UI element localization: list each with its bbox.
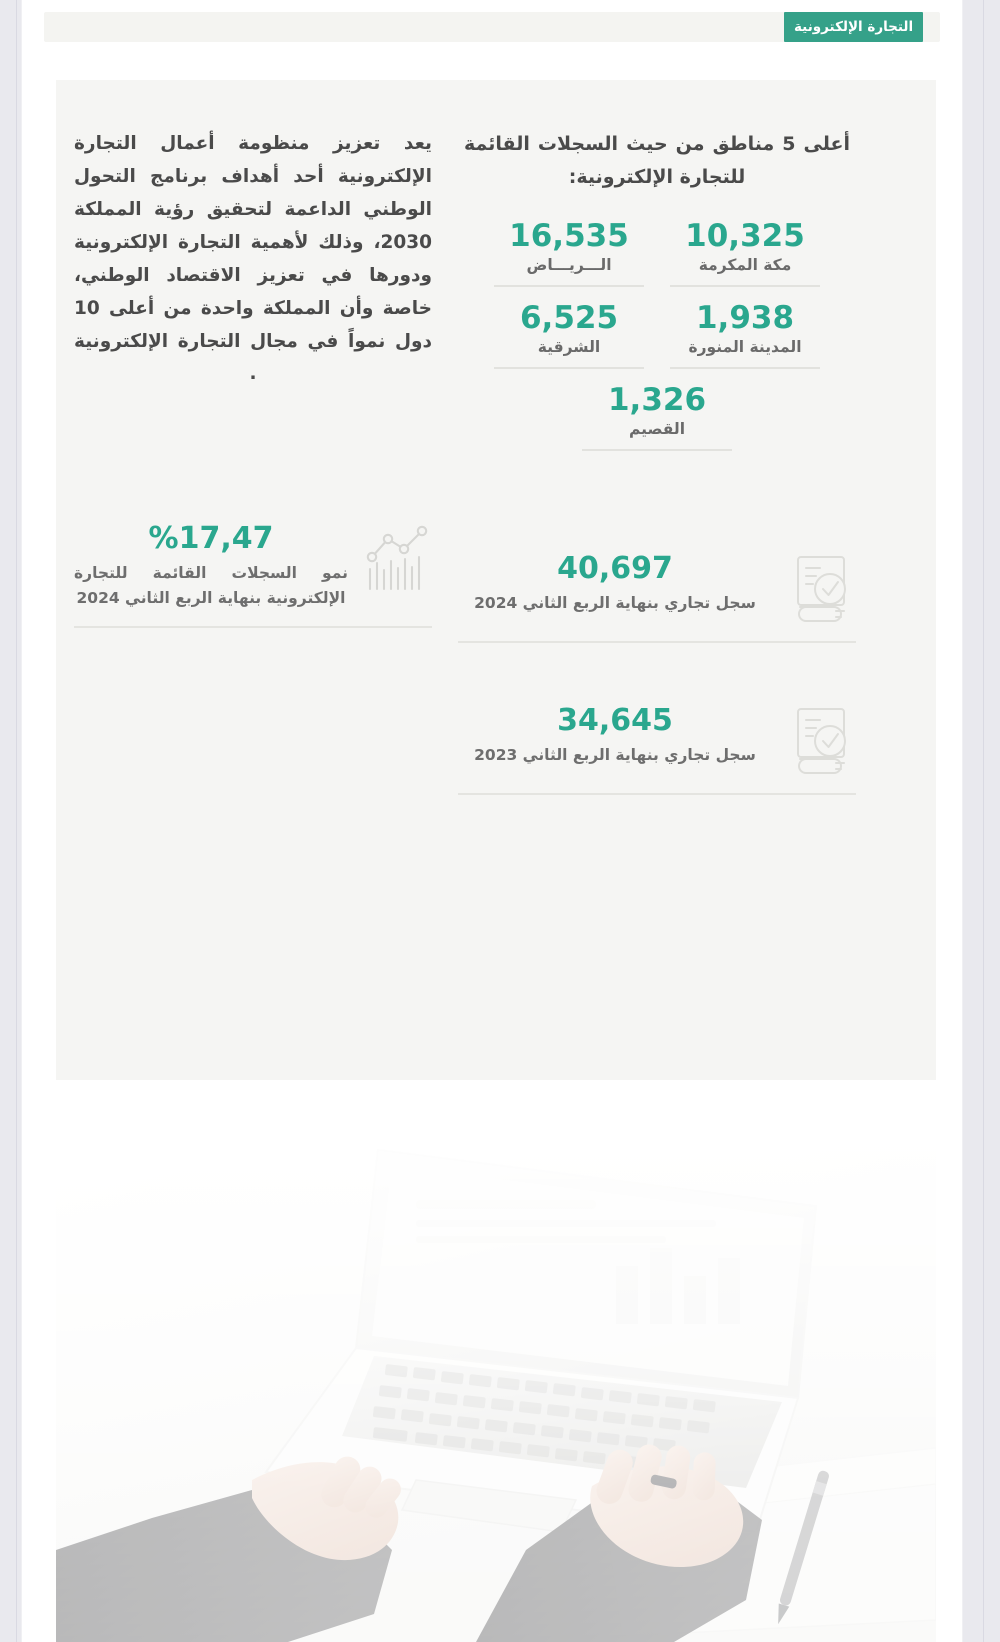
- region-stat-eastern: [494, 301, 644, 369]
- regions-grid: [458, 219, 856, 465]
- regions-row-3: [458, 383, 856, 465]
- kpi-records-2024-text: [458, 551, 772, 616]
- kpi-records-2024-caption: سجل تجاري بنهاية الربع الثاني 2024: [474, 593, 756, 612]
- region-label: الشرقية: [537, 337, 601, 356]
- bar-line-chart-icon: [362, 521, 432, 597]
- region-value: 16,535: [509, 218, 629, 255]
- records-2024-wrap: [458, 551, 856, 643]
- infographic-card: [56, 80, 936, 1080]
- region-value: 1,326: [607, 382, 707, 419]
- left-gutter-rule: [16, 0, 17, 1642]
- region-label: الـــريـــاض: [526, 256, 612, 275]
- kpi-records-2023-value: 34,645: [557, 702, 673, 738]
- right-gutter-rule: [983, 0, 984, 1642]
- region-stat-riyadh: [494, 219, 644, 287]
- tab-ecommerce[interactable]: التجارة الإلكترونية: [784, 12, 923, 42]
- intro-paragraph: يعد تعزيز منظومة أعمال التجارة الإلكترونية أحد أهداف برنامج التحول الوطني الداعمة لتحقيق رؤية المملكة 2030، وذلك لأهمية التجارة الإلكترونية ودورها في تعزيز الاقتصاد الوطني، خاصة وأن المملكة واحدة من أعلى 10 دول نمواً في مجال التجارة الإلكترونية .: [74, 133, 432, 385]
- region-label: المدينة المنورة: [688, 337, 802, 356]
- kpi-records-2023-text: [458, 703, 772, 768]
- kpi-records-2024: [458, 551, 856, 643]
- region-value: 1,938: [695, 300, 795, 337]
- content-columns: [56, 80, 936, 1080]
- kpi-growth: [74, 521, 432, 627]
- region-stat-qassim: [582, 383, 732, 451]
- growth-kpi-wrap: [74, 521, 432, 627]
- region-label: مكة المكرمة: [698, 256, 792, 275]
- region-stat-makkah: [670, 219, 820, 287]
- right-column: [56, 80, 446, 1080]
- kpi-growth-caption: نمو السجلات القائمة للتجارة الإلكترونية بنهاية الربع الثاني 2024: [74, 564, 348, 608]
- regions-row-1: [458, 219, 856, 301]
- region-value: 10,325: [685, 218, 805, 255]
- kpi-growth-text: [74, 521, 348, 611]
- region-value: 6,525: [519, 300, 619, 337]
- certificate-check-icon: [786, 703, 856, 779]
- kpi-growth-value: %17,47: [148, 521, 274, 557]
- left-column: [446, 80, 886, 1080]
- certificate-check-icon: [786, 551, 856, 627]
- regions-row-2: [458, 301, 856, 383]
- laptop-typing-photo: [56, 1080, 936, 1642]
- records-2023-wrap: [458, 703, 856, 795]
- region-label: القصيم: [628, 419, 686, 438]
- regions-heading: أعلى 5 مناطق من حيث السجلات القائمة للتجارة الإلكترونية:: [464, 133, 850, 188]
- document-page: [22, 0, 962, 1642]
- kpi-records-2024-value: 40,697: [557, 550, 673, 586]
- kpi-records-2023: [458, 703, 856, 795]
- kpi-records-2023-caption: سجل تجاري بنهاية الربع الثاني 2023: [474, 745, 756, 764]
- region-stat-madinah: [670, 301, 820, 369]
